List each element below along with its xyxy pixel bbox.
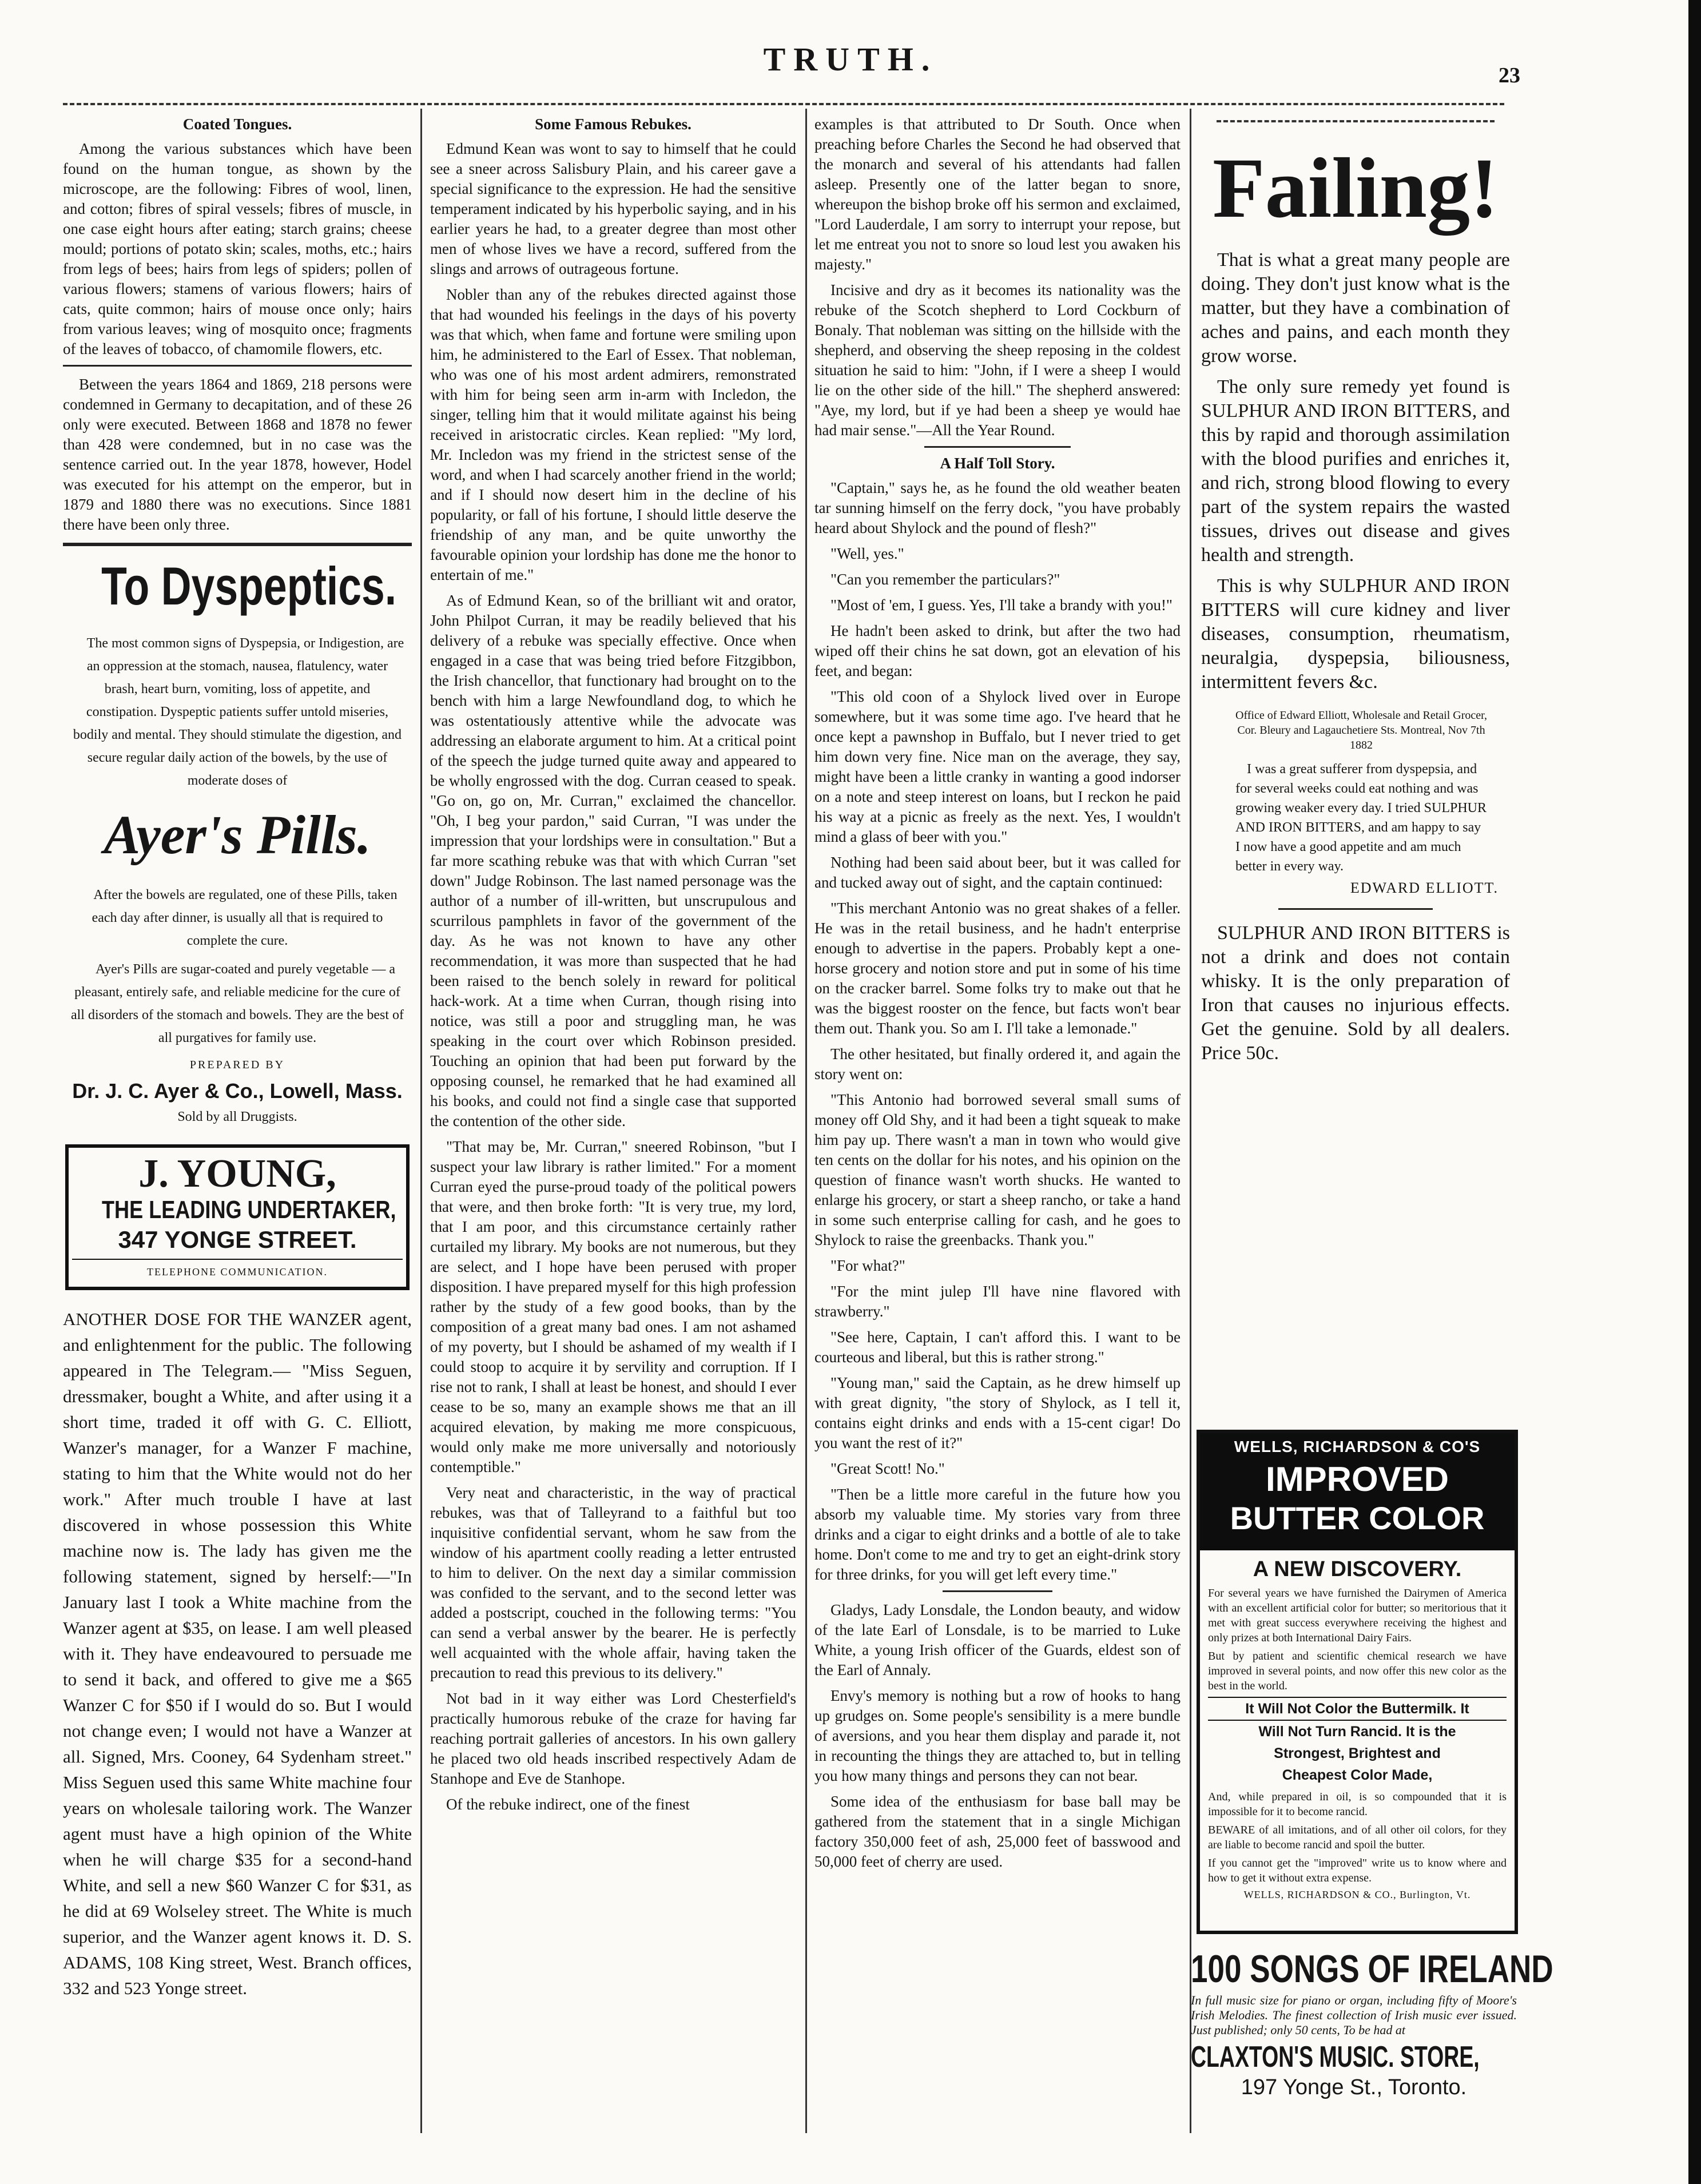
article-paragraph: As of Edmund Kean, so of the brilliant wit and orator, John Philpot Curran, it may be readily believed that his delivery of a rebuke was specially effective. Once when engaged in a case that was being tried before Fitzgibbon, the Irish chancellor, that functionary had brought on to the bench with him a large Newfoundland dog, to which he was ostentatiously attentive while the advocate was addressing an elaborate argument to him. At a critical point of the speech the judge turned quite away and appeared to be wholly engrossed with the dog. Curran ceased to speak. "Go on, go on, Mr. Curran," exclaimed the chancellor. "Oh, I beg your pardon," said Curran, "I was under the impression that your lordships were in consultation." But a far more scathing rebuke was that with which Curran "set down" Judge Robinson. The last named personage was the author of a number of ill-written, but unscrupulous and scurrilous pamphlets in favor of the government of the day. As he was not known to have any other recommendation, it was more than suspected that he had been raised to the bench solely in reward for political hack-work. At a time when Curran, though rising into notice, was still a poor and struggling man, he was speaking in the court over which Robinson presided. Touching an opinion that had been put forward by the opposing counsel, he remarked that he had examined all his books, and could not find a single case that supported the contention of the other side. — [430, 592, 796, 1129]
ad-brand: Ayer's Pills. — [104, 804, 371, 865]
ad-line: THE LEADING UNDERTAKER, — [102, 1196, 396, 1224]
divider — [1278, 908, 1433, 910]
article-paragraph: "See here, Captain, I can't afford this. I want to be courteous and liberal, but this is rather strong." — [814, 1328, 1181, 1366]
ad-line: 347 YONGE STREET. — [118, 1226, 357, 1253]
article-paragraph: Incisive and dry as it becomes its nationality was the rebuke of the Scotch shepherd to Lord Cockburn of Bonaly. That nobleman was sitting on the hillside with the shepherd, and observing the sheep reposing in the coldest situation he said to him: "John, if I were a sheep I would lie on the other side of the hill." The shepherd answered: "Aye, my lord, but if ye had been a sheep ye would hae had mair sense."—All the Year Round. — [814, 281, 1181, 439]
ad-title: To Dyspeptics. — [101, 556, 397, 616]
ad-bold-line: Cheapest Color Made, — [1282, 1767, 1433, 1783]
divider — [1217, 120, 1495, 122]
ad-text: If you cannot get the "improved" write us to know where and how to get it without extra expense. — [1208, 1857, 1507, 1884]
column-rule — [1190, 109, 1191, 2133]
article-paragraph: ANOTHER DOSE FOR THE WANZER agent, and enlightenment for the public. The following appeared in The Telegram.— "Miss Seguen, dressmaker, bought a White, and after using it a short time, traded it off with G. C. Elliott, Wanzer's manager, for a Wanzer F machine, stating to him that the White would not do her work." After much trouble I have at last discovered in whose possession this White machine now is. The lady has given me the following statement, signed by herself:—"In January last I took a White machine from the Wanzer agent at $35, on lease. I am well pleased with it. They have endeavoured to persuade me to send it back, and offered to give me a $65 Wanzer C for $50 if I would do so. But I would not change even; I would not have a Wanzer at all. Signed, Mrs. Cooney, 64 Sydenham street." Miss Seguen used this same White machine four years on wholesale tailoring work. The Wanzer agent must have a high opinion of the White when he will charge $35 for a second-hand White, and sell a new $60 Wanzer C for $31, as he did at 69 Wolseley street. The White is much superior, and the Wanzer agent knows it. D. S. ADAMS, 108 King street, West. Branch offices, 332 and 523 Yonge street. — [63, 1309, 412, 1998]
ad-text: For several years we have furnished the Dairymen of America with an excellent artificial color for butter; so meritorious that it met with great success everywhere receiving the highest and only prizes at both International Dairy Fairs. — [1208, 1587, 1507, 1644]
article-title: Some Famous Rebukes. — [535, 116, 691, 133]
column-1 — [63, 114, 412, 2007]
article-paragraph: Some idea of the enthusiasm for base ball may be gathered from the statement that in a single Michigan factory 350,000 feet of ash, 25,000 feet of basswood and 50,000 feet of cherry are used. — [814, 1793, 1181, 1870]
ad-text: BEWARE of all imitations, and of all other oil colors, for they are liable to become rancid and spoil the butter. — [1208, 1824, 1507, 1851]
ad-text: But by patient and scientific chemical research we have improved in several points, and now offer this new color as the best in the world. — [1208, 1650, 1507, 1692]
article-title: Coated Tongues. — [182, 116, 292, 133]
article-paragraph: Envy's memory is nothing but a row of hooks to hang up grudges on. Some people's sensibility is a mere bundle of aversions, and you hear them display and parade it, not in recounting the things they are attached to, but in telling you how many things and persons they can not bear. — [814, 1687, 1181, 1784]
divider — [63, 365, 412, 367]
column-3 — [814, 114, 1181, 1877]
ad-title: Failing! — [1212, 141, 1499, 236]
article-paragraph: "That may be, Mr. Curran," sneered Robinson, "but I suspect your law library is rather limited." For a moment Curran eyed the purse-proud toady of the political powers that were, and then broke forth: "It is very true, my lord, that I am poor, and this circumstance certainly rather curtailed my library. My books are not numerous, but they are select, and I hope have been perused with proper disposition. I have prepared myself for this high profession rather by the study of a few good books, than by the composition of a great many bad ones. I am not ashamed of my poverty, but I should be ashamed of my wealth if I could stoop to acquire it by servility and corruption. If I rise not to rank, I shall at least be honest, and should I ever cease to be so, many an example shows me that an ill acquired elevation, by making me more conspicuous, would only make me more universally and notoriously contemptible." — [430, 1138, 796, 1475]
ad-bold-line: Strongest, Brightest and — [1274, 1745, 1441, 1761]
page-edge-shadow — [1688, 0, 1701, 2184]
ad-text: After the bowels are regulated, one of these Pills, taken each day after dinner, is usually all that is required to complete the cure. — [92, 888, 398, 948]
ad-name: J. YOUNG, — [138, 1152, 336, 1196]
article-paragraph: "This merchant Antonio was no great shakes of a feller. He was in the retail business, and he hadn't enterprise enough to advertise in the papers. Probably kept a one-horse grocery and notion store and put in some of his time on the cracker barrel. Some folks try to make out that he was the biggest rooster on the fence, but facts won't bear them out. Thank you. So am I. I'll take a lemonade." — [814, 900, 1181, 1037]
ad-title: BUTTER COLOR — [1230, 1500, 1485, 1536]
ad-text: SULPHUR AND IRON BITTERS is not a drink and does not contain whisky. It is the only preparation of Iron that causes no injurious effects. Get the genuine. Sold by all dealers. Price 50c. — [1201, 922, 1510, 1064]
ad-letter-head: Office of Edward Elliott, Wholesale and Retail Grocer, Cor. Bleury and Lagauchetiere Sts. Montreal, Nov 7th 1882 — [1235, 709, 1487, 751]
article-paragraph: "Young man," said the Captain, as he drew himself up with great dignity, "the story of Shylock, as I tell it, contains eight drinks and ends with a 15-cent cigar! Do you want the rest of it?" — [814, 1374, 1181, 1451]
ad-failing — [1201, 141, 1510, 1065]
ad-bold-line: It Will Not Color the Buttermilk. It — [1208, 1697, 1507, 1721]
column-rule — [420, 109, 422, 2133]
ad-title: 100 SONGS OF IRELAND — [1191, 1947, 1553, 1991]
article-paragraph: Nothing had been said about beer, but it was called for and tucked away out of sight, and the captain continued: — [814, 854, 1181, 891]
ad-top: WELLS, RICHARDSON & CO'S — [1234, 1438, 1481, 1455]
ad-songs-of-ireland — [1191, 1947, 1553, 2101]
ad-dyspeptics — [63, 556, 412, 1127]
divider — [943, 1590, 1052, 1592]
ad-text: The most common signs of Dyspepsia, or Indigestion, are an oppression at the stomach, nausea, flatulency, water brash, heart burn, vomiting, loss of appetite, and constipation. Dyspeptic patients suffer untold miseries, bodily and mental. They should stimulate the digestion, and secure regular daily action of the bowels, by the use of moderate doses of — [73, 636, 404, 788]
column-2 — [430, 114, 796, 1820]
ad-store: CLAXTON'S MUSIC. STORE, — [1191, 2040, 1480, 2074]
article-paragraph: Between the years 1864 and 1869, 218 persons were condemned in Germany to decapitation, and of these 26 only were executed. Between 1868 and 1878 no fewer than 428 were condemned, but in no case was the sentence carried out. In the year 1878, however, Hodel was executed for his attempt on the emperor, but in 1879 and 1880 there was no executions. Since 1881 there have been only three. — [63, 376, 412, 533]
page-number: 23 — [1499, 63, 1520, 87]
column-4 — [1201, 120, 1510, 1072]
article-paragraph: Edmund Kean was wont to say to himself that he could see a sneer across Salisbury Plain, and his career gave a special significance to the expression. He had the sensitive temperament indicated by his hyperbolic saying, and in his earlier years he had, to a greater degree than most other men of whose lives we have a record, suffered from the slings and arrows of outrageous fortune. — [430, 140, 796, 277]
article-paragraph: "Great Scott! No." — [830, 1460, 945, 1477]
ad-subtitle: A NEW DISCOVERY. — [1253, 1557, 1462, 1581]
ad-text: In full music size for piano or organ, including fifty of Moore's Irish Melodies. The finest collection of Irish music ever issued. Just published; only 50 cents, To be had at — [1191, 1993, 1517, 2037]
ad-text: The only sure remedy yet found is SULPHUR AND IRON BITTERS, and this by rapid and thorough assimilation with the blood purifies and enriches it, and rich, strong blood flowing to every part of the system repairs the wasted tissues, drives out disease and gives health and strength. — [1201, 376, 1510, 566]
ad-undertaker — [65, 1144, 410, 1290]
article-paragraph: Gladys, Lady Lonsdale, the London beauty, and widow of the late Earl of Lonsdale, is to be married to Luke White, a young Irish officer of the Guards, eldest son of the Earl of Annaly. — [814, 1601, 1181, 1678]
article-paragraph: Very neat and characteristic, in the way of practical rebukes, was that of Talleyrand to a faithful but too inquisitive confidential servant, whom he saw from the window of his apartment coolly reading a letter entrusted to him to deliver. On the next day a similar commission was confided to the servant, and to the second letter was added a postscript, couched in the following terms: "You can send a verbal answer by the bearer. He is perfectly well acquainted with the whole affair, having taken the precaution to read this previous to its delivery." — [430, 1484, 796, 1681]
masthead-title: TRUTH. — [763, 41, 938, 78]
ad-text: That is what a great many people are doing. They don't just know what is the matter, but they have a combination of aches and pains, and each month they grow worse. — [1201, 249, 1510, 367]
ad-bold-line: Will Not Turn Rancid. It is the — [1258, 1724, 1456, 1740]
article-paragraph: "For what?" — [830, 1257, 905, 1274]
ad-title: IMPROVED — [1265, 1460, 1449, 1498]
article-paragraph: "This Antonio had borrowed several small sums of money off Old Shy, and it had been a tight squeak to make him pay up. There wasn't a man in town who would give ten cents on the dollar for his notes, and his opinion on the question of finance wasn't worth shucks. He wanted to enlarge his grocery, or start a sheep rancho, or take a hand in some such enterprise calling for cash, and he goes to Shylock to raise the greenbacks. Thank you." — [814, 1091, 1181, 1248]
divider — [924, 446, 1071, 448]
divider — [63, 543, 412, 546]
ad-butter-banner — [1200, 1433, 1515, 1550]
article-paragraph: "Captain," says he, as he found the old weather beaten tar sunning himself on the ferry dock, "you have probably heard about Shylock and the pound of flesh?" — [814, 479, 1181, 536]
article-paragraph: "Most of 'em, I guess. Yes, I'll take a brandy with you!" — [830, 596, 1173, 614]
ad-prepared: PREPARED BY — [189, 1059, 285, 1071]
article-paragraph: "Well, yes." — [830, 545, 904, 562]
article-paragraph: The other hesitated, but finally ordered it, and again the story went on: — [814, 1045, 1181, 1083]
article-paragraph: Nobler than any of the rebukes directed against those that had wounded his feelings in the days of his poverty was that which, when fame and fortune were smiling upon him, he administered to the Earl of Essex. That nobleman, who was one of his most ardent admirers, remonstrated with him for being seen arm in-arm with Incledon, the singer, telling him that it would militate against his being received in aristocratic circles. Kean replied: "My lord, Mr. Incledon was my friend in the strictest sense of the word, and when I had scarcely another friend in the world; and if I should now desert him in the decline of his popularity, or fall of his fortune, I should little deserve the friendship of any man, and be quite unworthy the favourable opinion your lordship has done me the honor to entertain of me." — [430, 286, 796, 583]
article-paragraph: examples is that attributed to Dr South. Once when preaching before Charles the Second he had observed that the monarch and several of his attendants had fallen asleep. Presently one of the latter began to snore, whereupon the bishop broke off his sermon and exclaimed, "Lord Lauderdale, I am sorry to interrupt your repose, but let me entreat you not to snore so loud lest you awaken his majesty." — [814, 116, 1181, 273]
ad-maker: Dr. J. C. Ayer & Co., Lowell, Mass. — [72, 1079, 403, 1103]
ad-butter-color — [1197, 1430, 1518, 1934]
article-paragraph: "Then be a little more careful in the future how you absorb my valuable time. My stories vary from three drinks and a cigar to eight drinks and a bottle of ale to take home. Don't come to me and try to get an eight-drink story for three drinks, for you will get left every time." — [814, 1486, 1181, 1583]
article-paragraph: "Can you remember the particulars?" — [830, 571, 1060, 588]
ad-letter: I was a great sufferer from dyspepsia, and for several weeks could eat nothing and was growing weaker every day. I tried SULPHUR AND IRON BITTERS, and am happy to say I now have a good appetite and am much better in every way. — [1235, 762, 1487, 874]
article-paragraph: "This old coon of a Shylock lived over in Europe somewhere, but it was some time ago. I've heard that he once kept a pawnshop in Buffalo, but I never tried to get him down very fine. Nice man on the average, they say, might have been a little cranky in wanting a good indorser on a note and steep interest on loans, but I reckon he paid his way at a picnic as freely as the next. Yes, I wouldn't mind a glass of beer with you." — [814, 688, 1181, 845]
column-rule — [805, 109, 807, 2133]
article-paragraph: "For the mint julep I'll have nine flavored with strawberry." — [814, 1283, 1181, 1320]
article-paragraph: Among the various substances which have been found on the human tongue, as shown by the microscope, are the following: Fibres of wool, linen, and cotton; fibres of spiral vessels; fibres of muscle, in one case eight hours after eating; starch grains; cheese mould; portions of potato skin; scales, moths, etc.; hairs from legs of bees; hairs from legs of spiders; pollen of various flowers; stamens of various flowers; hairs of cats, quite common; hairs of mouse once only; hairs from various leaves; wing of mosquito once; fragments of the leaves of tobacco, of chamomile flowers, etc. — [63, 140, 412, 357]
ad-text: Ayer's Pills are sugar-coated and purely vegetable — a pleasant, entirely safe, and reliable medicine for the cure of all disorders of the stomach and bowels. They are the best of all purgatives for family use. — [70, 962, 404, 1045]
ad-text: This is why SULPHUR AND IRON BITTERS will cure kidney and liver diseases, consumption, rheumatism, neuralgia, dyspepsia, biliousness, intermittent fevers &c. — [1201, 575, 1510, 693]
article-title: A Half Toll Story. — [940, 455, 1055, 472]
ad-address: 197 Yonge St., Toronto. — [1241, 2075, 1467, 2099]
article-paragraph: Not bad in it way either was Lord Chesterfield's practically humorous rebuke of the craze for having far reaching portrait galleries of ancestors. In his own gallery he placed two old heads inscribed respectively Adam de Stanhope and Eve de Stanhope. — [430, 1690, 796, 1787]
ad-line: TELEPHONE COMMUNICATION. — [72, 1259, 403, 1282]
ad-sold: Sold by all Druggists. — [177, 1109, 297, 1124]
article-paragraph: Of the rebuke indirect, one of the finest — [446, 1796, 690, 1813]
ad-signature: EDWARD ELLIOTT. — [1350, 880, 1499, 896]
ad-text: And, while prepared in oil, is so compounded that it is impossible for it to become rancid. — [1208, 1791, 1507, 1818]
ad-footer: WELLS, RICHARDSON & CO., Burlington, Vt. — [1243, 1889, 1471, 1900]
article-paragraph: He hadn't been asked to drink, but after the two had wiped off their chins he sat down, got an elevation of his feet, and began: — [814, 622, 1181, 679]
masthead-rule — [63, 103, 1504, 105]
